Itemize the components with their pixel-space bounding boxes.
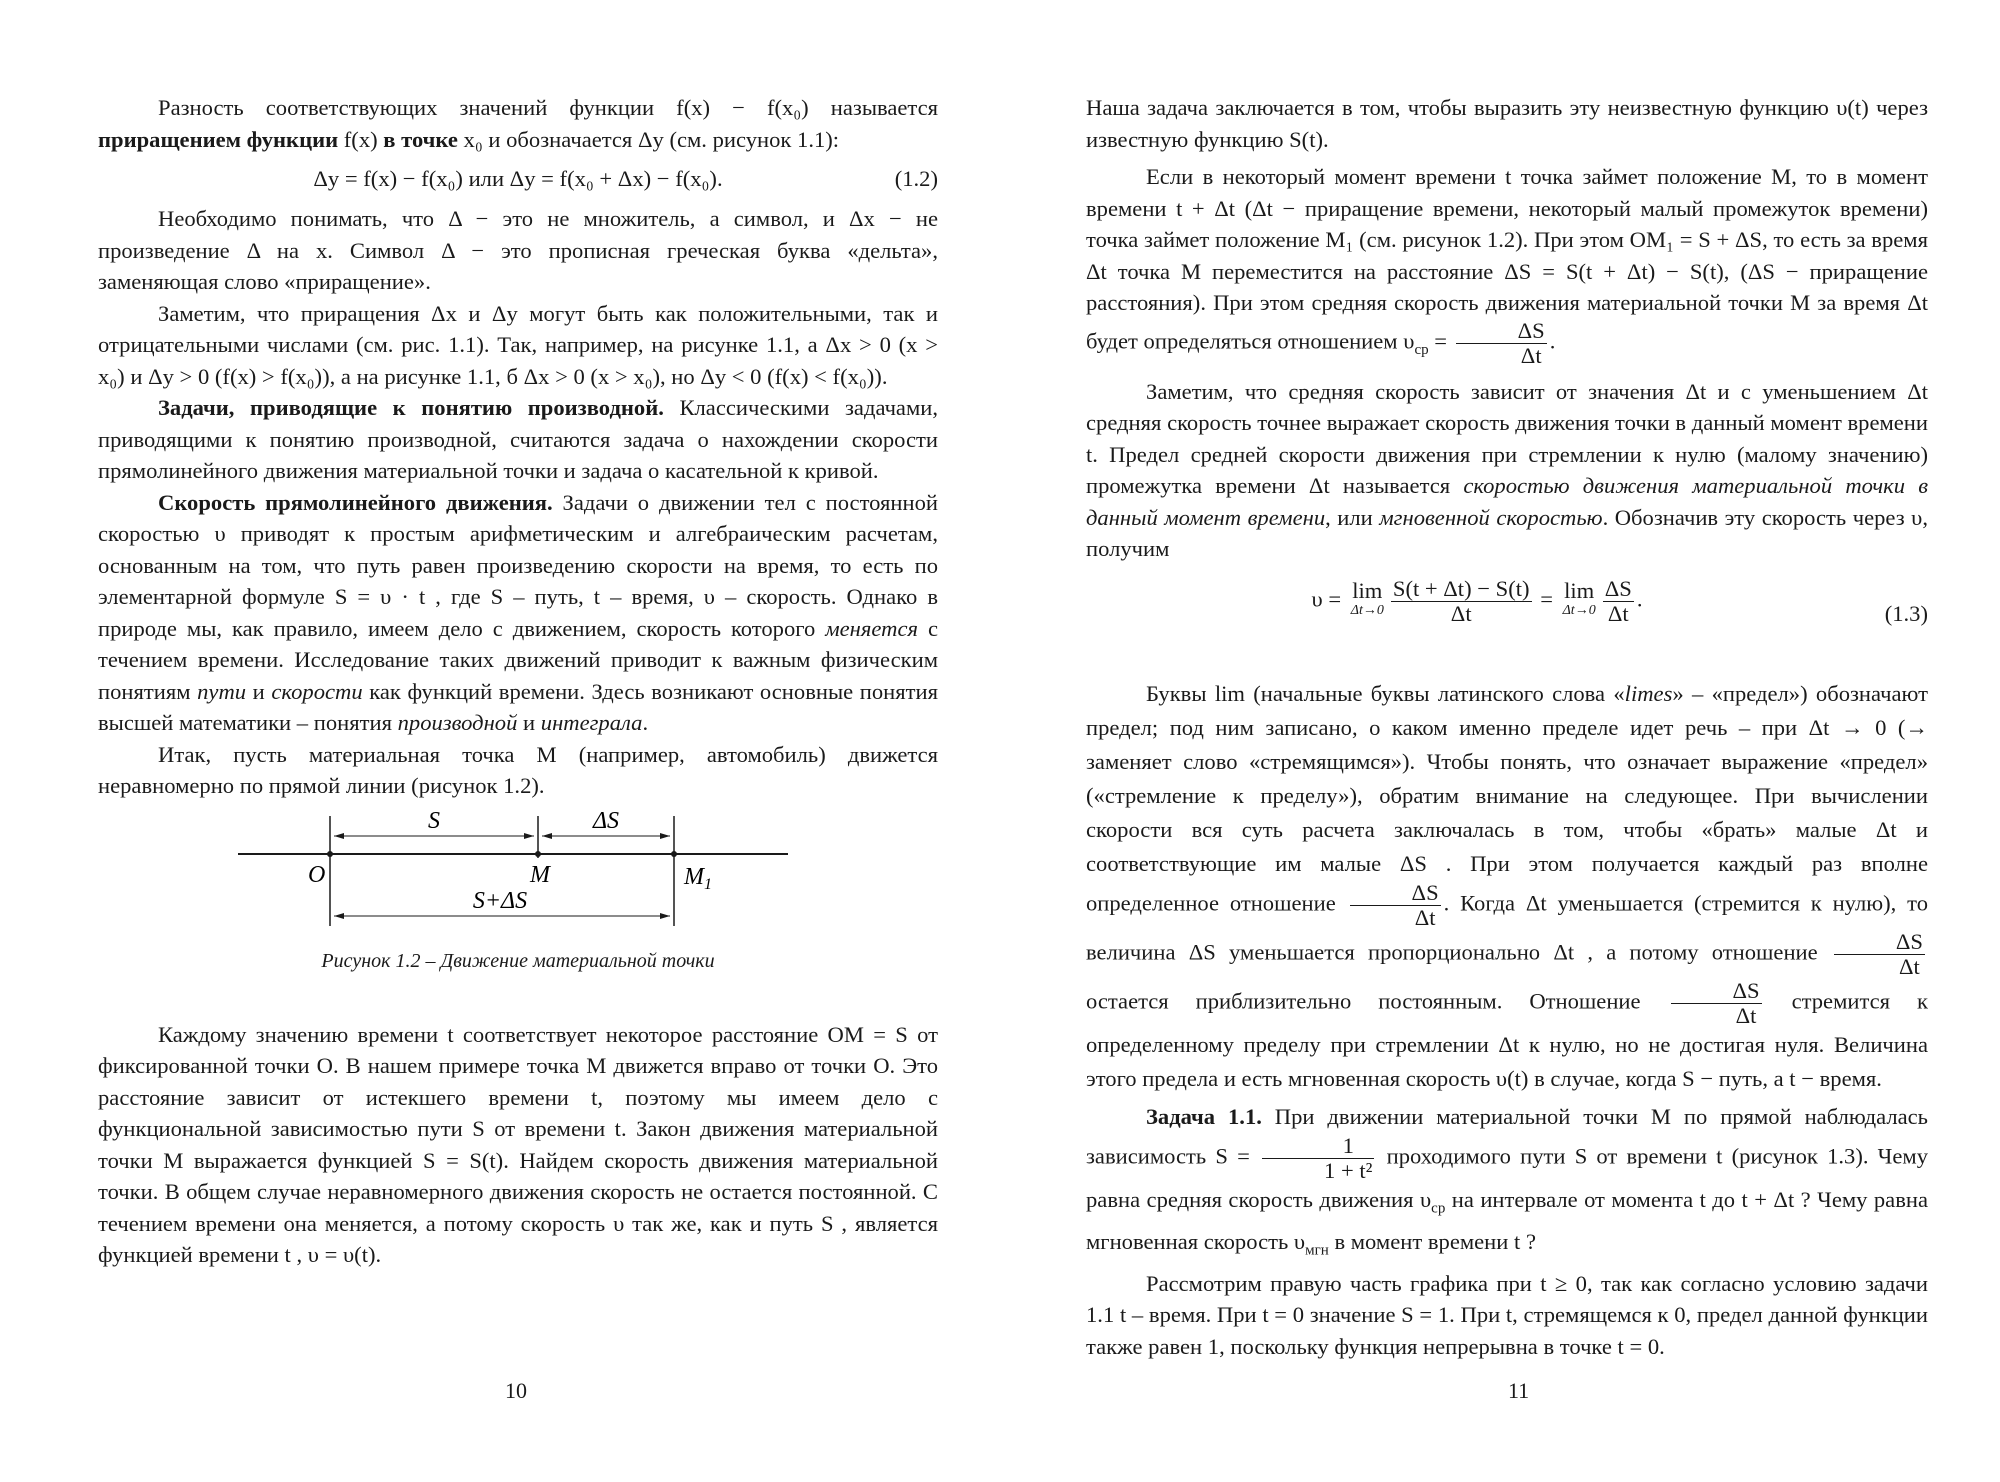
figure-motion-diagram [238, 806, 798, 936]
paragraph-task-intro: Наша задача заключается в том, чтобы выразить эту неизвестную функцию υ(t) через известную функцию S(t). [1086, 95, 1928, 152]
paragraph-task-1-1: Задача 1.1. При движении материальной точки М по прямой наблюдалась зависимость S = $\frac{1}{\text{1 + t²}}$ проходимого пути S от времени t (рисунок 1.3). Чему равна средняя скорость движения $\upsilon_{ср}$ на интервале от момента t до t + Δt ? Чему равна мгновенная скорость $\upsilon_{мгн}$ в момент времени t ? [1086, 1103, 1928, 1259]
point-M [535, 851, 541, 857]
paragraph-point-moves: Итак, пусть материальная точка M (например, автомобиль) движется неравномерно по прямой линии (рисунок 1.2). [98, 741, 938, 798]
page-number-right: 11 [1508, 1378, 1530, 1403]
label-SdS: S+ΔS [472, 887, 528, 914]
paragraph-increment-def: Разность соответствующих значений функции f(x) − f(x₀) называется приращением функции f(x) в точке x₀ и обозначается Δy (см. рисунок 1.1): [98, 95, 938, 152]
paragraph-average-speed: Если в некоторый момент времени t точка займет положение M, то в момент времени t + Δt (Δt − приращение времени, некоторый малый промежуток времени) точка займет положение M₁ (см. рисунок 1.2). При этом OM₁ = S + ΔS, то есть за время Δt точка M переместится на расстояние ΔS = S(t + Δt) − S(t), (ΔS − приращение расстояния). При этом средняя скорость движения материальной точки M за время Δt будет определяться отношением $\upsilon_{ср}$ = $\frac{\Delta S}{\Delta t}$ . [1086, 164, 1928, 368]
label-dS: ΔS [592, 807, 620, 834]
point-O [327, 851, 333, 857]
equation-number: (1.2) [894, 166, 938, 191]
left-text-column [98, 92, 938, 1271]
paragraph-derivative-problems: Задачи, приводящие к понятию производной. Классическими задачами, приводящими к понятию производной, считаются задача о нахождении скорости прямолинейного движения материальной точки и задача о касательной к кривой. [98, 395, 938, 483]
point-M1 [671, 851, 677, 857]
fraction-dS-dt: $\frac{\Delta S}{\Delta t}$ [1456, 319, 1547, 368]
label-M: M [530, 861, 550, 888]
fraction-limit-2: $\frac{\Delta S}{\Delta t}$ [1604, 575, 1632, 626]
paragraph-graph-analysis: Рассмотрим правую часть графика при t ≥ 0, так как согласно условию задачи 1.1 t – время. При t = 0 значение S = 1. При t, стремящемся к 0, предел данной функции также равен 1, поскольку функция непрерывна в точке t = 0. [1086, 1270, 1928, 1359]
equation-number: (1.3) [1884, 600, 1928, 626]
label-S: S [428, 807, 440, 834]
paragraph-increments-sign: Заметим, что приращения Δx и Δy могут быть как положительными, так и отрицательными числами (см. рис. 1.1). Так, например, на рисунке 1.1, а Δx > 0 (x > x₀) и Δy > 0 (f(x) > f(x₀)), а на рисунке 1.1, б Δx > 0 (x > x₀), но Δy < 0 (f(x) < f(x₀)). [98, 300, 938, 389]
limit-2: lim Δt→0 [1562, 578, 1596, 618]
fraction-S-of-t: $\frac{1}{\text{1 + t²}}$ [1262, 1134, 1374, 1183]
page-number-left: 10 [505, 1378, 527, 1403]
right-text-column [1086, 92, 1928, 1362]
paragraph-delta-symbol: Необходимо понимать, что Δ − это не множитель, а символ, и Δx − не произведение Δ на x. Символ Δ − это прописная греческая буква «дельта», заменяющая слово «приращение». [98, 206, 938, 294]
limit-1: lim Δt→0 [1350, 578, 1384, 618]
equation-1-2: Δy = f(x) − f(x₀) или Δy = f(x₀ + Δx) − f(x₀). (1.2) [98, 159, 938, 199]
label-O: O [308, 861, 326, 888]
equation-1-3: υ = lim Δt→0 $\frac{S(t + \Delta t) - S(t)}{\Delta t}$ = lim Δt→0 $\frac{\Delta S}{\Delta t}$ . (1.3) [1311, 575, 1928, 626]
figure-caption: Рисунок 1.2 – Движение материальной точки [321, 949, 715, 972]
paragraph-instant-speed: Заметим, что средняя скорость зависит от значения Δt и с уменьшением Δt средняя скорость точнее выражает скорость движения точки в данный момент времени t. Предел средней скорости движения при стремлении к нулю (малому значению) промежутка времени Δt называется скоростью движения материальной точки в данный момент времени, или мгновенной скоростью. Обозначив эту скорость через υ, получим [1086, 378, 1928, 561]
right-page [1000, 0, 2000, 1482]
paragraph-limit-meaning: Буквы lim (начальные буквы латинского слова «limes» – «предел») обозначают предел; под ним записано, о каком именно пределе идет речь – при Δt → 0 (→ заменяет слово «стремящимся»). Чтобы понять, что означает выражение «предел» («стремление к пределу»), обратим внимание на следующее. При вычислении скорости вся суть расчета заключалась в том, чтобы «брать» малые Δt и соответствующие им малые ΔS . При этом получается каждый раз вполне определенное отношение $\frac{\Delta S}{\Delta t}$ . Когда Δt уменьшается (стремится к нулю), то величина ΔS уменьшается пропорционально Δt , а потому отношение $\frac{\Delta S}{\Delta t}$ остается приблизительно постоянным. Отношение $\frac{\Delta S}{\Delta t}$ стремится к определенному пределу при стремлении Δt к нулю, но не достигая нуля. Величина этого предела и есть мгновенная скорость υ(t) в случае, когда S − путь, а t − время. [1086, 680, 1928, 1091]
fraction-limit-1: $\frac{S(t + \Delta t) - S(t)}{\Delta t}$ [1392, 575, 1530, 626]
label-M1: $M_1$ [684, 863, 712, 893]
paragraph-linear-motion: Скорость прямолинейного движения. Задачи о движении тел с постоянной скоростью υ приводят к простым арифметическим и алгебраическим расчетам, основанным на том, что путь равен произведению скорости на время, то есть по элементарной формуле S = υ · t , где S – путь, t – время, υ – скорость. Однако в природе мы, как правило, имеем дело с движением, скорость которого меняется с течением времени. Исследование таких движений приводит к важным физическим понятиям пути и скорости как функций времени. Здесь возникают основные понятия высшей математики – понятия производной и интеграла. [98, 489, 938, 735]
paragraph-time-distance: Каждому значению времени t соответствует некоторое расстояние OM = S от фиксированной точки O. В нашем примере точка M движется вправо от точки O. Это расстояние зависит от истекшего времени t, поэтому мы имеем дело с функциональной зависимостью пути S от времени t. Закон движения материальной точки M выражается функцией S = S(t). Найдем скорость движения материальной точки. В общем случае неравномерного движения скорость не остается постоянной. С течением времени она меняется, а потому скорость υ так же, как и путь S , является функцией времени t , υ = υ(t). [98, 1021, 938, 1267]
